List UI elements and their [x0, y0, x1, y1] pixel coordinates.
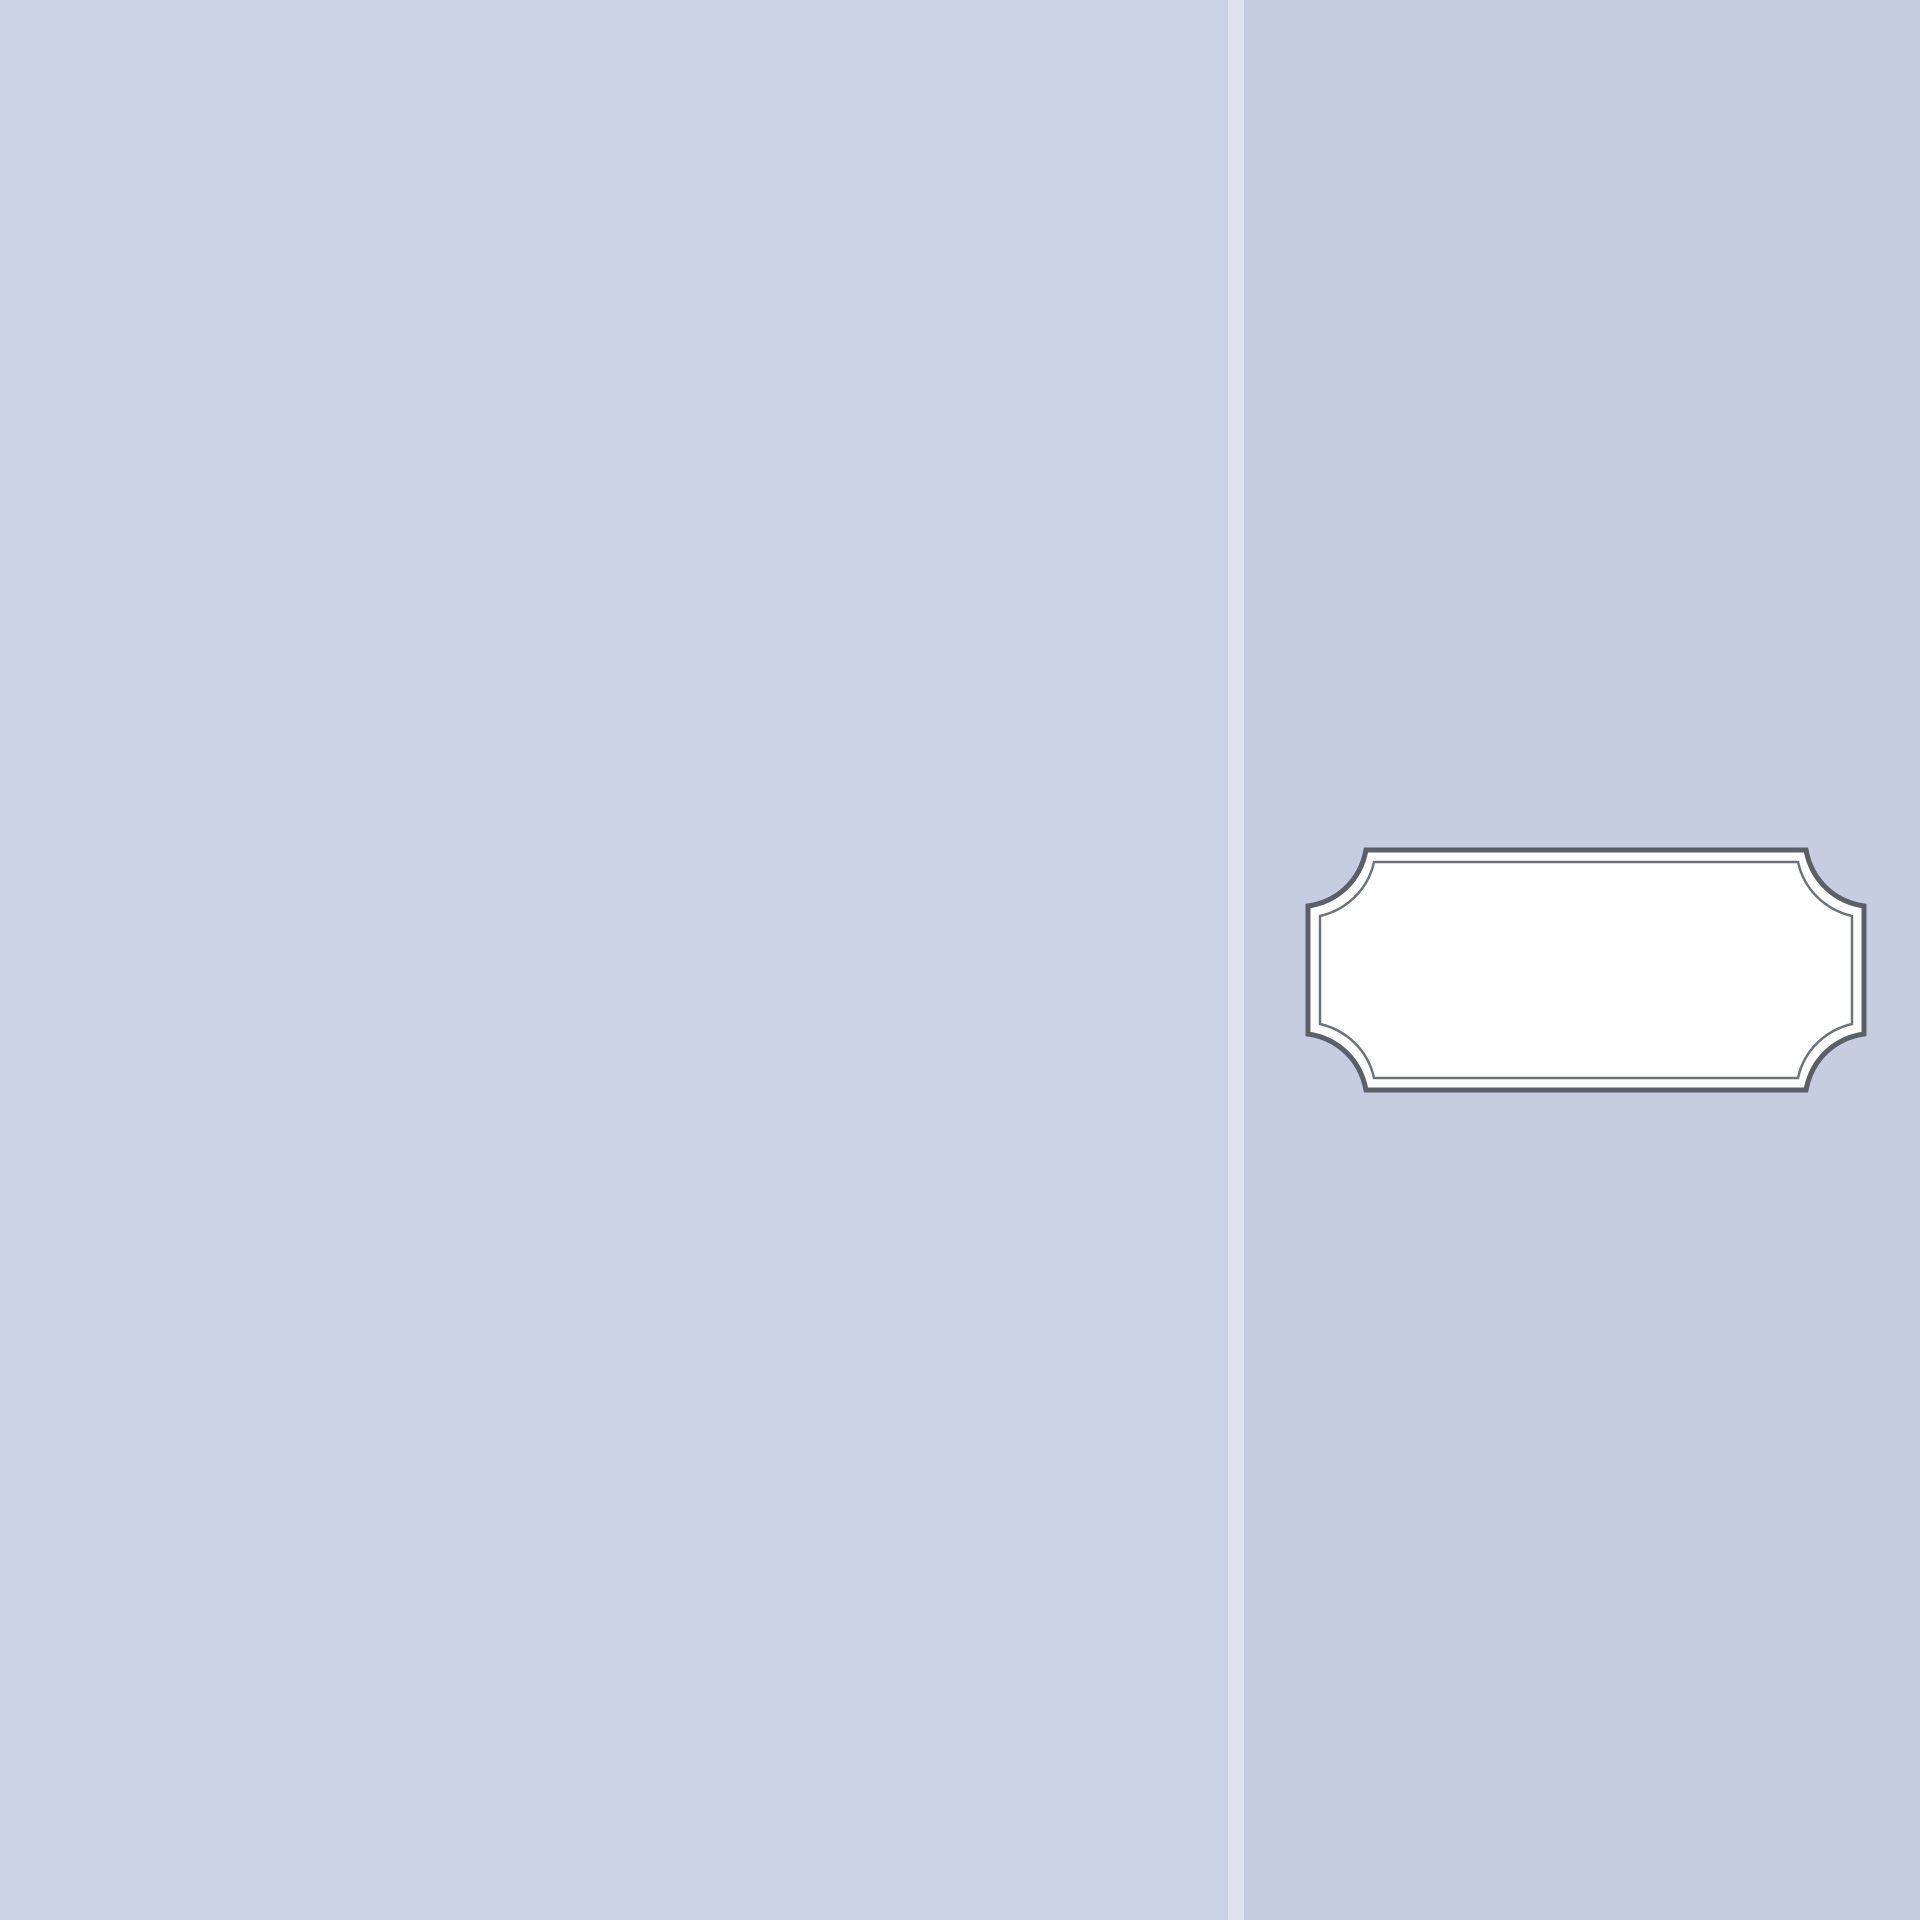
blossom-border-top — [0, 0, 1228, 220]
cover-title — [1296, 820, 1876, 1120]
title-label-frame — [1296, 820, 1876, 1120]
page-gutter — [1228, 0, 1244, 1920]
blossom-border-bottom — [0, 1600, 1228, 1920]
story-section — [692, 413, 1232, 451]
